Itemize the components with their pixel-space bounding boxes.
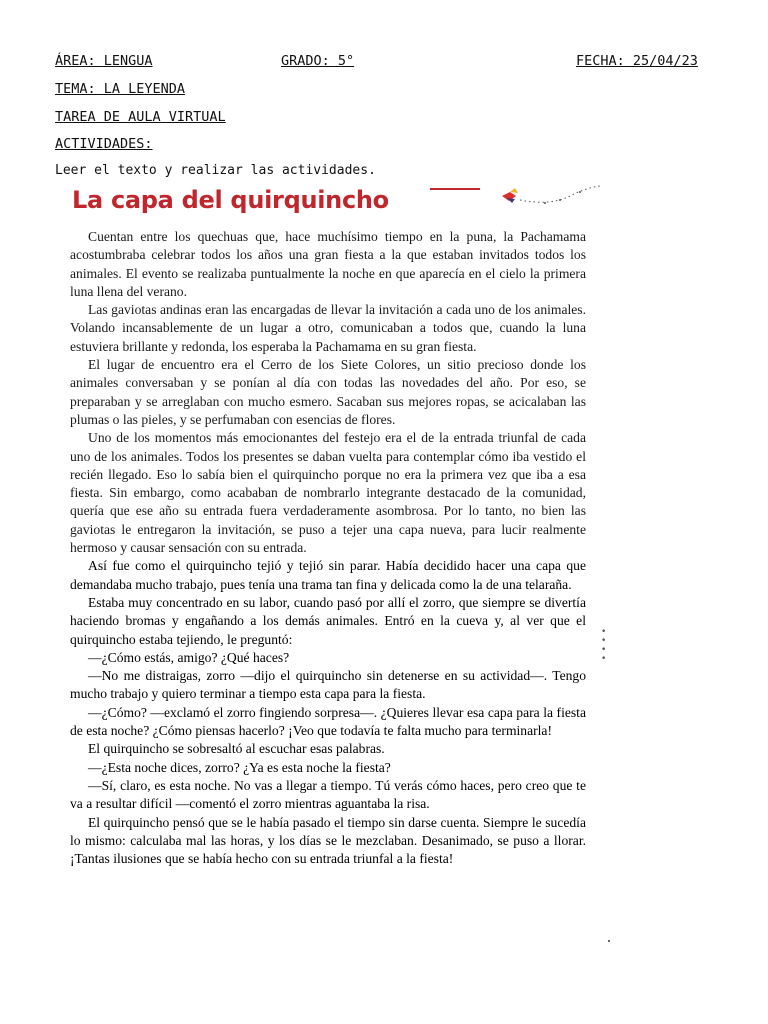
- story-paragraph-10: El quirquincho se sobresaltó al escuchar esas palabras.: [88, 741, 385, 757]
- story-paragraph-8: —No me distraigas, zorro —dijo el quirquincho sin detenerse en su actividad—. Tengo mucho trabajo y quiero terminar a tiempo esta capa para la fiesta.: [70, 668, 586, 702]
- header-grado: GRADO: 5°: [281, 53, 355, 69]
- story-paragraph-11: —¿Esta noche dices, zorro? ¿Ya es esta noche la fiesta?: [88, 759, 391, 775]
- header-tema: TEMA: LA LEYENDA: [55, 81, 186, 97]
- header-actividades: ACTIVIDADES:: [55, 136, 153, 152]
- header-tarea: TAREA DE AULA VIRTUAL: [55, 109, 226, 125]
- story-paragraph-4: Uno de los momentos más emocionantes del festejo era el de la entrada triunfal de cada uno de los animales. Todos los presentes se daban vuelta para contemplar cómo iba vestido el recién llegado. Eso lo sabía bien el quirquincho porque no era la primera vez que iba a esa fiesta. Sin embargo, como acababan de nombrarlo integrante destacado de la comunidad, quería que ese año su entrada fuera verdaderamente asombrosa. Por lo tanto, no bien las gaviotas le entregaron la invitación, se puso a tejer una capa nueva, para lucir realmente hermoso y causar sensación con su entrada.: [70, 430, 586, 556]
- binding-marks-icon: • • • •: [601, 627, 607, 664]
- stray-dot: [608, 940, 610, 942]
- story-paragraph-7: —¿Cómo estás, amigo? ¿Qué haces?: [88, 649, 290, 665]
- story-paragraph-2: Las gaviotas andinas eran las encargadas de llevar la invitación a cada uno de los animales. Volando incansablemente de un lugar a otro, comunicaban a todos que, cuando la luna estuviera brillante y redonda, los esperaba la Pachamama en su gran fiesta.: [70, 302, 586, 354]
- story-paragraph-9: —¿Cómo? —exclamó el zorro fingiendo sorpresa—. ¿Quieres llevar esa capa para la fiesta de esta noche? ¿Cómo piensas hacerlo? ¡Veo que todavía te falta mucho para terminarla!: [70, 704, 586, 739]
- story-paragraph-1: Cuentan entre los quechuas que, hace muchísimo tiempo en la puna, la Pachamama acostumbraba celebrar todos los años una gran fiesta a la que estaban invitados todos los animales. El evento se realizaba puntualmente la noche en que aparecía en el cielo la primera luna llena del verano.: [70, 229, 586, 299]
- story-paragraph-13: El quirquincho pensó que se le había pasado el tiempo sin darse cuenta. Siempre le sucedía lo mismo: calculaba mal las horas, y los días se le mezclaban. Desanimado, se puso a llorar. ¡Tantas ilusiones que se había hecho con su entrada triunfal a la fiesta!: [70, 814, 586, 867]
- story-body: [70, 228, 586, 868]
- story-paragraph-3: El lugar de encuentro era el Cerro de los Siete Colores, un sitio precioso donde los animales conversaban y se ponían al día con todas las novedades del año. Por eso, se preparaban y se arreglaban con mucho esmero. Sacaban sus mejores ropas, se acicalaban las plumas o las pieles, y se perfumaban con esencias de flores.: [70, 357, 586, 427]
- story-paragraph-5: Así fue como el quirquincho tejió y tejió sin parar. Había decidido hacer una capa que demandaba mucho trabajo, pues tenía una trama tan fina y delicada como la de una telaraña.: [70, 558, 586, 592]
- story-paragraph-6: Estaba muy concentrado en su labor, cuando pasó por allí el zorro, que siempre se divertía haciendo bromas y engañando a los demás animales. Entró en la cueva y, al ver que el quirquincho estaba tejiendo, le preguntó:: [70, 594, 586, 647]
- story-paragraph-12: —Sí, claro, es esta noche. No vas a llegar a tiempo. Tú verás cómo haces, pero creo que te va a resultar difícil —comentó el zorro mientras aguantaba la risa.: [70, 777, 586, 812]
- header-fecha: FECHA: 25/04/23: [576, 53, 698, 69]
- instruction-text: Leer el texto y realizar las actividades.: [55, 163, 376, 178]
- decorative-ornament-icon: [420, 184, 610, 214]
- header-area: ÁREA: LENGUA: [55, 53, 153, 69]
- story-title: La capa del quirquincho: [72, 186, 389, 214]
